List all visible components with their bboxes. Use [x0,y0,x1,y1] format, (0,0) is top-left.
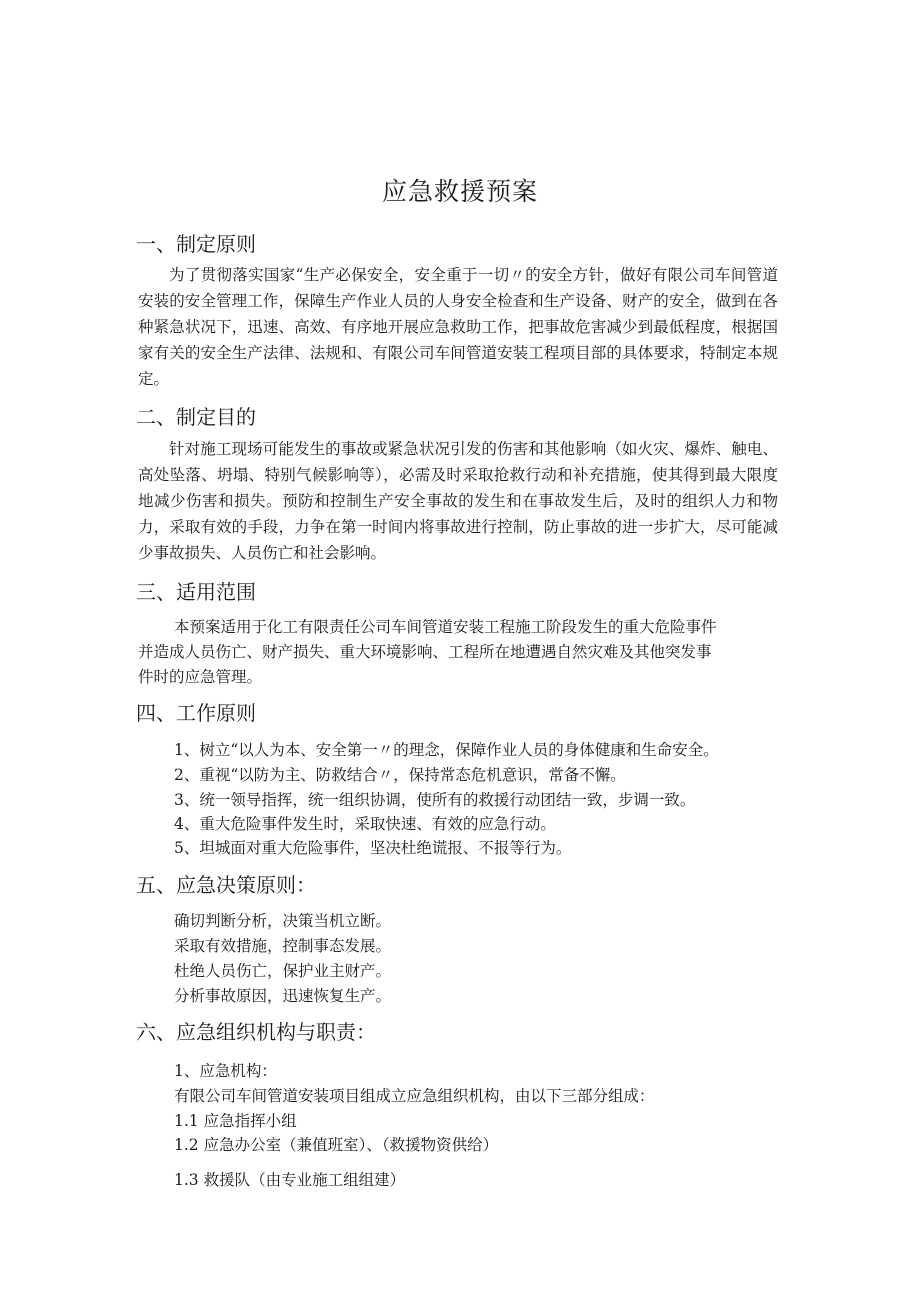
decision-item-4: 分析事故原因，迅速恢复生产。 [174,987,392,1005]
section-3-line-1: 本预案适用于化工有限责任公司车间管道安装工程施工阶段发生的重大危险事件 [174,618,717,636]
section-body-2: 针对施工现场可能发生的事故或紧急状况引发的伤害和其他影响（如火灾、爆炸、触电、高处坠落、坍塌、特别气候影响等），必需及时采取抢救行动和补充措施，使其得到最大限度地减少伤害和损失。预防和控制生产安全事故的发生和在事故发生后，及时的组织人力和物力，采取有效的手段，力争在第一时间内将事故进行控制，防止事故的进一步扩大，尽可能减少事故损失、人员伤亡和社会影响。 [138,440,778,562]
section-3-line-2: 并造成人员伤亡、财产损失、重大环境影响、工程所在地遭遇自然灾难及其他突发事 [138,643,712,661]
principle-item-2: 2、重视“以防为主、防救结合〃，保持常态危机意识，常备不懈。 [174,766,626,784]
section-heading-4: 四、工作原则 [136,701,256,725]
principle-item-1: 1、树立“以人为本、安全第一〃的理念，保障作业人员的身体健康和生命安全。 [174,741,719,759]
section-3-line-3: 件时的应急管理。 [138,668,263,686]
decision-item-3: 杜绝人员伤亡，保护业主财产。 [174,962,392,980]
principle-item-5: 5、坦城面对重大危险事件，坚决杜绝谎报、不报等行为。 [174,839,572,857]
section-heading-5: 五、应急决策原则： [136,873,316,897]
org-line-3: 1.1 应急指挥小组 [174,1112,297,1130]
org-line-2: 有限公司车间管道安装项目组成立应急组织机构，由以下三部分组成： [174,1087,655,1105]
org-line-5: 1.3 救援队（由专业施工组组建） [174,1171,406,1189]
section-body-1: 为了贯彻落实国家“生产必保安全，安全重于一切〃的安全方针，做好有限公司车间管道安装的安全管理工作，保障生产作业人员的人身安全检查和生产设备、财产的安全，做到在各种紧急状况下，迅速、高效、有序地开展应急救助工作，把事故危害减少到最低程度，根据国家有关的安全生产法律、法规和、有限公司车间管道安装工程项目部的具体要求，特制定本规定。 [138,266,778,388]
org-line-1: 1、应急机构： [174,1062,277,1080]
section-heading-3: 三、适用范围 [136,580,256,604]
section-heading-1: 一、制定原则 [136,232,256,256]
document-title: 应急救援预案 [381,177,538,206]
section-heading-2: 二、制定目的 [136,405,256,429]
org-line-4: 1.2 应急办公室（兼值班室）、（救援物资供给） [174,1136,499,1154]
principle-item-4: 4、重大危险事件发生时，采取快速、有效的应急行动。 [174,815,556,833]
section-heading-6: 六、应急组织机构与职责： [136,1020,376,1044]
decision-item-1: 确切判断分析，决策当机立断。 [174,912,392,930]
principle-item-3: 3、统一领导指挥，统一组织协调，使所有的救援行动团结一致，步调一致。 [174,791,696,809]
decision-item-2: 采取有效措施，控制事态发展。 [174,937,392,955]
